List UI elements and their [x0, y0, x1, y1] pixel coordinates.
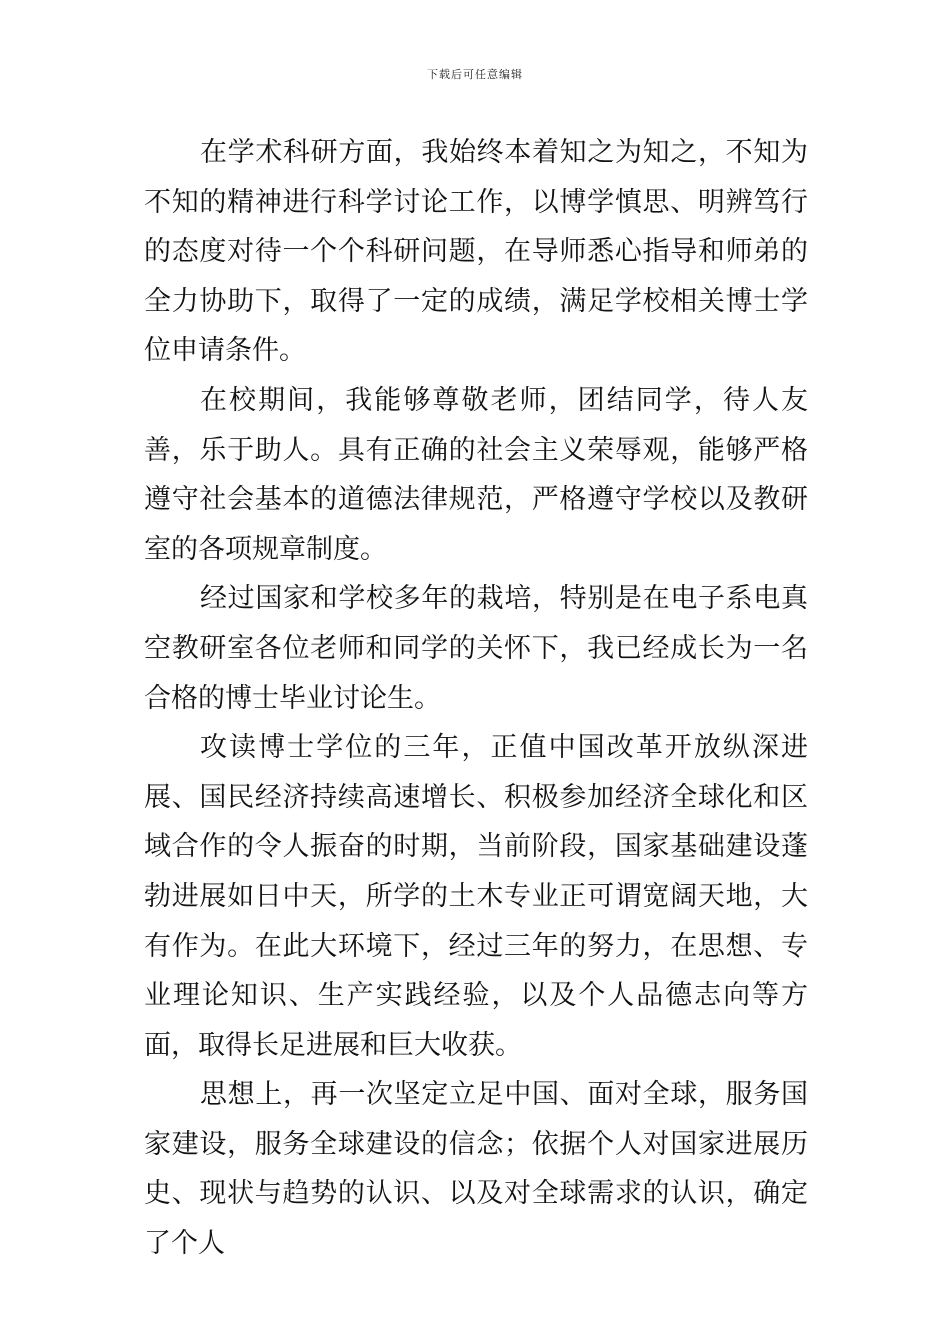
page-header-note: 下载后可任意编辑: [427, 68, 523, 81]
paragraph-academic-research: 在学术科研方面，我始终本着知之为知之，不知为不知的精神进行科学讨论工作，以博学慎思、明辨笃行的态度对待一个个科研问题，在导师悉心指导和师弟的全力协助下，取得了一定的成绩，满足学校相关博士学位申请条件。: [144, 137, 808, 367]
paragraph-doctoral-years: 攻读博士学位的三年，正值中国改革开放纵深进展、国民经济持续高速增长、积极参加经济全球化和区域合作的令人振奋的时期，当前阶段，国家基础建设蓬勃进展如日中天，所学的土木专业正可谓宽阔天地，大有作为。在此大环境下，经过三年的努力，在思想、专业理论知识、生产实践经验，以及个人品德志向等方面，取得长足进展和巨大收获。: [144, 732, 808, 1061]
paragraph-growth: 经过国家和学校多年的栽培，特别是在电子系电真空教研室各位老师和同学的关怀下，我已经成长为一名合格的博士毕业讨论生。: [144, 583, 808, 714]
paragraph-campus-conduct: 在校期间，我能够尊敬老师，团结同学，待人友善，乐于助人。具有正确的社会主义荣辱观，能够严格遵守社会基本的道德法律规范，严格遵守学校以及教研室的各项规章制度。: [144, 384, 808, 565]
document-body: [144, 128, 808, 1269]
paragraph-ideology: 思想上，再一次坚定立足中国、面对全球，服务国家建设，服务全球建设的信念；依据个人对国家进展历史、现状与趋势的认识、以及对全球需求的认识，确定了个人: [144, 1079, 808, 1260]
